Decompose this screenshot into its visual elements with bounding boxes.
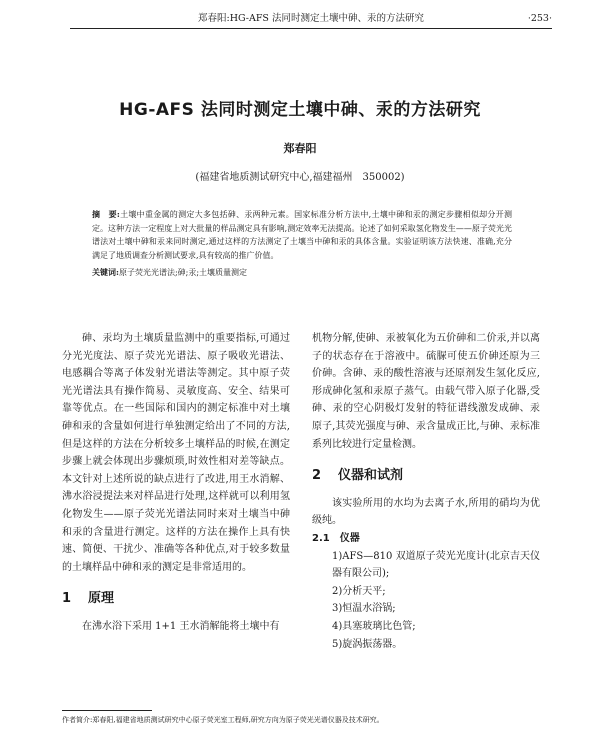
right-column [312,330,540,653]
author-footnote: 作者简介:郑春阳,福建省地质测试研究中心原子荧光室工程师,研究方向为原子荧光光谱仪器及技术研究。 [62,716,384,724]
author-name: 郑春阳 [283,142,317,155]
left-column [62,330,290,636]
subsection-number: 2.1 [312,532,330,544]
running-head [70,10,552,29]
section-title: 仪器和试剂 [338,468,404,484]
keywords [92,266,512,279]
abstract-label: 摘 要: [92,209,120,219]
abstract [92,208,512,262]
footnote-divider [62,710,152,711]
paper-title: HG-AFS 法同时测定土壤中砷、汞的方法研究 [119,100,481,120]
subsection-heading-instruments [312,530,540,548]
section-heading-principle [62,590,290,608]
principle-paragraph: 在沸水浴下采用 1+1 王水消解能将土壤中有 [82,620,280,632]
section-title: 原理 [88,591,115,607]
reagent-intro-paragraph: 该实验所用的水均为去离子水,所用的硝均为优级纯。 [312,497,540,527]
subsection-title: 仪器 [339,532,360,544]
running-head-text: 郑春阳:HG-AFS 法同时测定土壤中砷、汞的方法研究 [198,13,424,24]
list-item: 5)旋涡振荡器。 [332,638,403,650]
intro-paragraph: 砷、汞均为土壤质量监测中的重要指标,可通过分光光度法、原子荧光光谱法、原子吸收光谱法、电感耦合等离子体发射光谱法等测定。其中原子荧光光谱法具有操作简易、灵敏度高、安全、结果可靠等优点。在一些国际和国内的测定标准中对土壤砷和汞的含量如何进行单独测定给出了不同的方法,但是这样的方法在分析较多土壤样品的时候,在测定步骤上就会体现出步骤烦琐,时效性相对差等缺点。本文针对上述所说的缺点进行了改进,用王水消解、沸水浴浸提法来对样品进行处理,这样就可以利用氢化物发生——原子荧光光谱法同时来对土壤当中砷和汞的含量进行测定。这样的方法在操作上具有快速、简便、干扰少、准确等各种优点,对于较多数量的土壤样品中砷和汞的测定是非常适用的。 [62,333,290,573]
page-number: ·253· [527,13,552,24]
section-heading-instruments [312,467,540,485]
keywords-label: 关键词: [92,267,119,277]
list-item: 1)AFS—810 双道原子荧光光度计(北京吉天仪器有限公司); [332,550,540,580]
author-affiliation: (福建省地质测试研究中心,福建福州 350002) [195,172,405,183]
section-number: 1 [62,591,72,607]
abstract-text: 土壤中重金属的测定大多包括砷、汞两种元素。国家标准分析方法中,土壤中砷和汞的测定步骤相似却分开测定。这种方法一定程度上对大批量的样品测定具有影响,测定效率无法提高。论述了如何采取氢化物发生——原子荧光光谱法对土壤中砷和汞来同时测定,通过这样的方法测定了土壤当中砷和汞的具体含量。实验证明该方法快速、准确,充分满足了地质调查分析测试要求,具有较高的推广价值。 [92,210,512,260]
list-item: 4)具塞玻璃比色管; [332,620,416,632]
principle-paragraph-continued: 机物分解,使砷、汞被氧化为五价砷和二价汞,并以离子的状态存在于溶液中。硫脲可使五价砷还原为三价砷。含砷、汞的酸性溶液与还原剂发生氢化反应,形成砷化氢和汞原子蒸气。由载气带入原子化器,受砷、汞的空心阴极灯发射的特征谱线激发成砷、汞原子,其荧光强度与砷、汞含量成正比,与砷、汞标准系列比较进行定量检测。 [312,333,540,450]
keywords-text: 原子荧光光谱法;砷;汞;土壤质量测定 [118,268,248,277]
list-item: 3)恒温水浴锅; [332,603,396,615]
list-item: 2)分析天平; [332,585,386,597]
section-number: 2 [312,468,322,484]
